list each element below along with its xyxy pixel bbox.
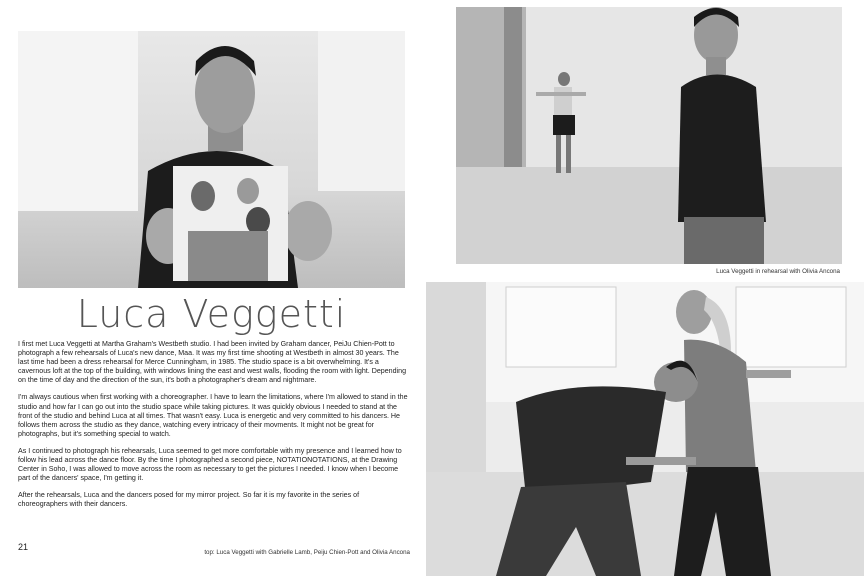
main-photo-luca-with-mirror bbox=[18, 31, 405, 288]
article-title: Luca Veggetti bbox=[76, 292, 347, 336]
main-photo-caption: top: Luca Veggetti with Gabrielle Lamb, Peiju Chien-Pott and Olivia Ancona bbox=[204, 549, 410, 556]
mirror-portrait-illustration bbox=[18, 31, 405, 288]
article-paragraph-2: I'm always cautious when first working with a choreographer. I have to learn the limitations, where I'm allowed to stand in the studio and how far I can go out into the studio space while taking pictures. It was quickly obvious I needed to stand at the front of the studio and behind Luca at all times. That wasn't easy. Luca is energetic and very committed to his dancers. He follows them across the studio as they dance, watching every intricacy of their movments. It might not be great for photographs, but it's something special to watch. bbox=[18, 393, 408, 438]
bottom-photo-duet bbox=[426, 282, 864, 576]
right-photo-caption: Luca Veggetti in rehearsal with Olivia Ancona bbox=[716, 268, 840, 275]
article-body bbox=[18, 340, 408, 518]
article-paragraph-4: After the rehearsals, Luca and the dancers posed for my mirror project. So far it is my favorite in the series of choreographers with their dancers. bbox=[18, 491, 360, 509]
right-photo-rehearsal bbox=[456, 7, 842, 264]
page-number: 21 bbox=[18, 542, 29, 552]
duet-scene-illustration bbox=[426, 282, 864, 576]
rehearsal-scene-illustration bbox=[456, 7, 842, 264]
article-paragraph-3: As I continued to photograph his rehearsals, Luca seemed to get more comfortable with my presence and I learned how to follow his lead across the dance floor. By the time I photographed a second piece, NOTATIONOTATIONS, at the Drawing Center in Soho, I was allowed to move across the room as necessary to get the pictures I needed. I know when I become part of the dancers' space, I'm getting it. bbox=[18, 446, 402, 483]
article-paragraph-1: I first met Luca Veggetti at Martha Graham's Westbeth studio. I had been invited by Graham dancer, PeiJu Chien-Pott to photograph a few rehearsals of Luca's new dance, Maa. It was my first time shooting at Westbeth in almost 30 years. The last time had been a dress rehearsal for Merce Cunningham, in 1985. The studio space is a bit overwhelming. It's a cavernous loft at the top of the building, with windows lining the east and west walls, flooding the room with light. Depending on the time of day and the direction of the sun, it's both a photographer's dream and nightmare. bbox=[18, 340, 407, 385]
